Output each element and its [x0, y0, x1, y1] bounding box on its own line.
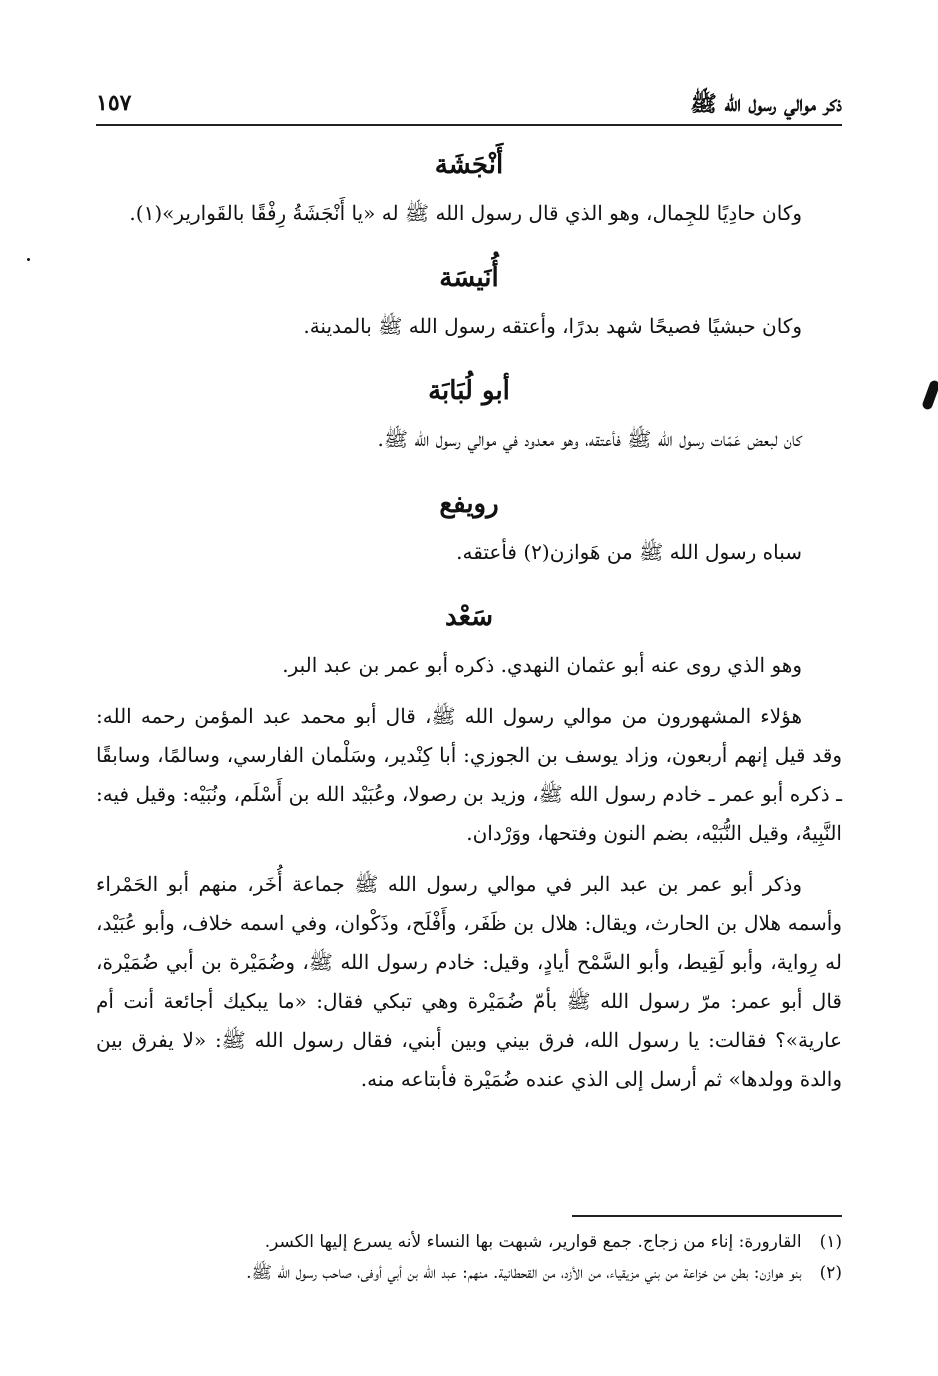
paragraph-saad-1: وهو الذي روى عنه أبو عثمان النهدي. ذكره أبو عمر بن عبد البر.	[282, 653, 802, 677]
paragraph-anjasha: وكان حادِيًا للجِمال، وهو الذي قال رسول الله ﷺ له «يا أَنْجَشَةُ رِفْقًا بالقَوارير»(١).	[129, 201, 802, 225]
footnote-number: (١)	[819, 1232, 842, 1252]
section-title-anisa: أُنَيسَة	[439, 263, 499, 293]
footnotes	[96, 1215, 842, 1288]
scan-dot	[27, 258, 30, 261]
paragraph-saad-2: هؤلاء المشهورون من موالي رسول الله ﷺ، قال أبو محمد عبد المؤمن رحمه الله: وقد قيل إنهم أربعون، وزاد يوسف بن الجوزي: أبا كِنْدير، وسَلْمان الفارسي، وسالمًا، وسابقًا ـ ذكره أبو عمر ـ خادم رسول الله ﷺ، وزيد بن رصولا، وعُبَيْد الله بن أَسْلَم، ونُبَيْه: وقيل فيه: النَّبِيهُ، وقيل النُّبَيْه، بضم النون وفتحها، ووَرْدان.	[96, 704, 842, 845]
footnote-number: (٢)	[819, 1262, 842, 1283]
section-title-abu-lubaba: أبو لُبَابَة	[428, 376, 510, 406]
paragraph-anisa: وكان حبشيًا فصيحًا شهد بدرًا، وأعتقه رسول الله ﷺ بالمدينة.	[303, 314, 802, 338]
page-number: ١٥٧	[96, 90, 132, 116]
footnote-2	[96, 1258, 842, 1289]
paragraph-abu-lubaba: كان لبعض عَمّات رسول الله ﷺ فأعتقه، وهو معدود في موالي رسول الله ﷺ.	[377, 427, 802, 451]
scan-speck	[921, 379, 938, 411]
page-content	[96, 150, 842, 1111]
running-title: ذكر موالي رسول الله ﷺ	[690, 91, 842, 117]
page-header	[96, 84, 842, 126]
section-title-anjasha: أَنْجَشَة	[434, 150, 504, 180]
paragraph-ruwayfi: سباه رسول الله ﷺ من هَوازن(٢) فأعتقه.	[456, 540, 802, 564]
footnote-text: بنو هوازن: بطن من خزاعة من بني مزيقياء، من الأزد، من القحطانية. منهم: عبد الله بن أبي أوفى، صاحب رسول الله ﷺ.	[246, 1262, 802, 1283]
section-title-ruwayfi: رويفع	[439, 489, 499, 519]
footnote-text: القارورة: إناء من زجاج. جمع قوارير، شبهت بها النساء لأنه يسرع إليها الكسر.	[264, 1232, 802, 1252]
footnote-1	[96, 1227, 842, 1258]
paragraph-saad-3: وذكر أبو عمر بن عبد البر في موالي رسول الله ﷺ جماعة أُخَر، منهم أبو الحَمْراء وأسمه هلال بن الحارث، ويقال: هلال بن ظَفَر، وأَفْلَح، وذَكْوان، وفي اسمه خلاف، وأبو عُبَيْد، له رِواية، وأبو لَقِيط، وأبو السَّمْح أيادٍ، وقيل: خادم رسول الله ﷺ، وضُمَيْرة بن أبي ضُمَيْرة، قال أبو عمر: مرّ رسول الله ﷺ بأمّ ضُمَيْرة وهي تبكي فقال: «ما يبكيك أجائعة أنت أم عارية»؟ فقالت: يا رسول الله، فرق بيني وبين أبني، فقال رسول الله ﷺ: «لا يفرق بين والدة وولدها» ثم أرسل إلى الذي عنده ضُمَيْرة فأبتاعه منه.	[96, 872, 842, 1091]
section-title-saad: سَعْد	[445, 602, 493, 632]
footnote-rule	[572, 1215, 842, 1217]
